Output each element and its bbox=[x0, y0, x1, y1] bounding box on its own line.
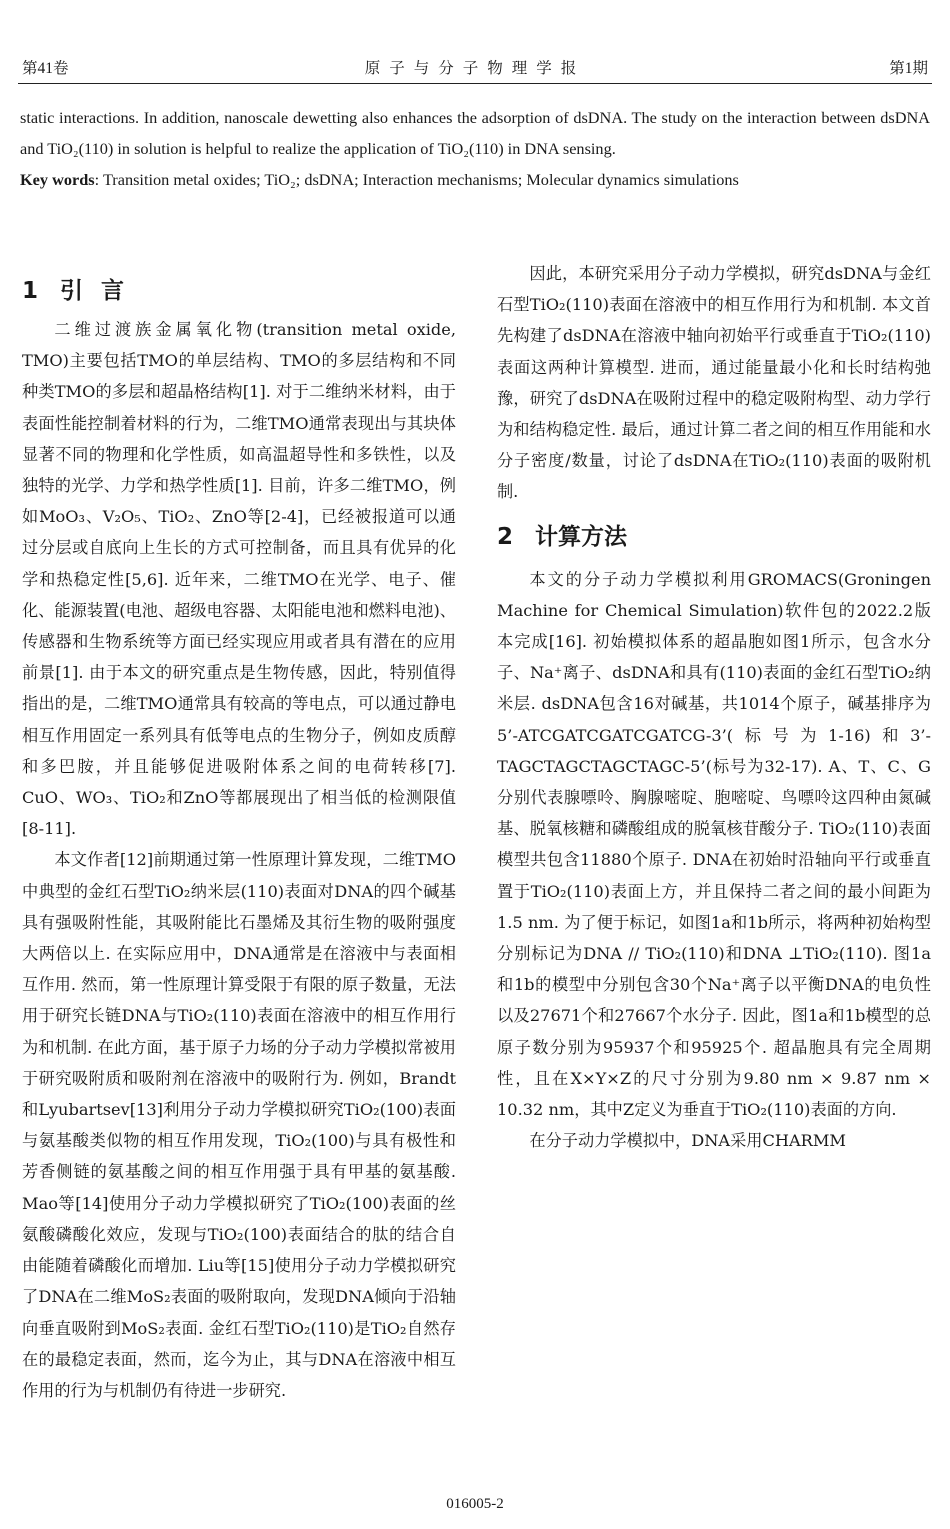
section-1-paragraph-2: 本文作者[12]前期通过第一性原理计算发现，二维TMO中典型的金红石型TiO₂纳米层(110)表面对DNA的四个碱基具有强吸附性能，其吸附能比石墨烯及其衍生物的吸附强度大两倍以上. 在实际应用中，DNA通常是在溶液中与表面相互作用. 然而，第一性原理计算受限于有限的原子数量，无法用于研究长链DNA与TiO₂(110)表面在溶液中的相互作用行为和机制. 在此方面，基于原子力场的分子动力学模拟常被用于研究吸附质和吸附剂在溶液中的吸附行为. 例如，Brandt和Lyubartsev[13]利用分子动力学模拟研究TiO₂(100)表面与氨基酸类似物的相互作用发现，TiO₂(100)与具有极性和芳香侧链的氨基酸之间的相互作用强于具有甲基的氨基酸. Mao等[14]使用分子动力学模拟研究了TiO₂(100)表面的丝氨酸磷酸化效应，发现与TiO₂(100)表面结合的肽的结合自由能随着磷酸化而增加. Liu等[15]使用分子动力学模拟研究了DNA在二维MoS₂表面的吸附取向，发现DNA倾向于沿轴向垂直吸附到MoS₂表面. 金红石型TiO₂(110)是TiO₂自然存在的最稳定表面，然而，迄今为止，其与DNA在溶液中相互作用的行为与机制仍有待进一步研究. bbox=[22, 850, 456, 1400]
section-2-heading bbox=[497, 522, 931, 552]
keywords-label: Key words bbox=[20, 170, 95, 189]
keywords-line: Key words: Transition metal oxides; TiO₂; dsDNA; Interaction mechanisms; Molecular dynamics simulations bbox=[20, 170, 739, 189]
left-column bbox=[22, 276, 456, 1406]
section-1-title: 引言 bbox=[60, 278, 142, 304]
volume-label: 第41卷 bbox=[22, 60, 69, 77]
section-2-paragraph-2: 在分子动力学模拟中，DNA采用CHARMM bbox=[529, 1131, 847, 1151]
section-2-number: 2 bbox=[497, 523, 514, 550]
section-1-heading bbox=[22, 276, 456, 306]
section-1-paragraph-1: 二维过渡族金属氧化物(transition metal oxide, TMO)主要包括TMO的单层结构、TMO的多层结构和不同种类TMO的多层和超晶格结构[1]. 对于二维纳米材料，由于表面性能控制着材料的行为，二维TMO通常表现出与其块体显著不同的物理和化学性质，如高温超导性和多铁性，以及独特的光学、力学和热学性质[1]. 目前，许多二维TMO，例如MoO₃、V₂O₅、TiO₂、ZnO等[2-4]，已经被报道可以通过分层或自底向上生长的方式可控制备，而且具有优异的化学和热稳定性[5,6]. 近年来，二维TMO在光学、电子、催化、能源装置(电池、超级电容器、太阳能电池和燃料电池)、传感器和生物系统等方面已经实现应用或者具有潜在的应用前景[1]. 由于本文的研究重点是生物传感，因此，特别值得指出的是，二维TMO通常具有较高的等电点，可以通过静电相互作用固定一系列具有低等电点的生物分子，例如皮质醇和多巴胺，并且能够促进吸附体系之间的电荷转移[7]. CuO、WO₃、TiO₂和ZnO等都展现出了相当低的检测限值[8-11]. bbox=[22, 320, 456, 839]
header-rule bbox=[18, 83, 932, 84]
section-2-paragraph-1: 本文的分子动力学模拟利用GROMACS(Groningen Machine for Chemical Simulation)软件包的2022.2版本完成[16]. 初始模拟体系的超晶胞如图1所示，包含水分子、Na⁺离子、dsDNA和具有(110)表面的金红石型TiO₂纳米层. dsDNA包含16对碱基，共1014个原子，碱基排序为5’-ATCGATCGATCGATCG-3’(标号为1-16)和3’-TAGCTAGCTAGCTAGC-5’(标号为32-17). A、T、C、G分别代表腺嘌呤、胸腺嘧啶、胞嘧啶、鸟嘌呤这四种由氮碱基、脱氧核糖和磷酸组成的脱氧核苷酸分子. TiO₂(110)表面模型共包含11880个原子. DNA在初始时沿轴向平行或垂直置于TiO₂(110)表面上方，并且保持二者之间的最小间距为1.5 nm. 为了便于标记，如图1a和1b所示，将两种初始构型分别标记为DNA // TiO₂(110)和DNA ⊥TiO₂(110). 图1a和1b的模型中分别包含30个Na⁺离子以平衡DNA的电负性以及27671个和27667个水分子. 因此，图1a和1b模型的总原子数分别为95937个和95925个. 超晶胞具有完全周期性，且在X×Y×Z的尺寸分别为9.80 nm × 9.87 nm × 10.32 nm，其中Z定义为垂直于TiO₂(110)表面的方向. bbox=[497, 569, 931, 1120]
abstract-tail: static interactions. In addition, nanoscale dewetting also enhances the adsorption of dsDNA. The study on the interaction between dsDNA and TiO₂(110) in solution is helpful to realize the application of TiO₂(110) in DNA sensing. bbox=[20, 108, 930, 158]
keywords-text: Transition metal oxides; TiO₂; dsDNA; Interaction mechanisms; Molecular dynamics simulations bbox=[102, 170, 739, 189]
running-header bbox=[22, 56, 928, 82]
section-1-paragraph-3: 因此，本研究采用分子动力学模拟，研究dsDNA与金红石型TiO₂(110)表面在溶液中的相互作用行为和机制. 本文首先构建了dsDNA在溶液中轴向初始平行或垂直于TiO₂(110)表面这两种计算模型. 进而，通过能量最小化和长时结构弛豫，研究了dsDNA在吸附过程中的稳定吸附构型、动力学行为和结构稳定性. 最后，通过计算二者之间的相互作用能和水分子密度/数量，讨论了dsDNA在TiO₂(110)表面的吸附机制. bbox=[497, 264, 931, 502]
english-abstract bbox=[20, 102, 930, 195]
journal-title: 原子与分子物理学报 bbox=[364, 60, 586, 77]
section-2-title: 计算方法 bbox=[535, 523, 627, 550]
section-1-number: 1 bbox=[22, 278, 39, 304]
page-number: 016005-2 bbox=[446, 1496, 504, 1512]
right-column bbox=[497, 258, 931, 1156]
issue-label: 第1期 bbox=[889, 60, 928, 77]
